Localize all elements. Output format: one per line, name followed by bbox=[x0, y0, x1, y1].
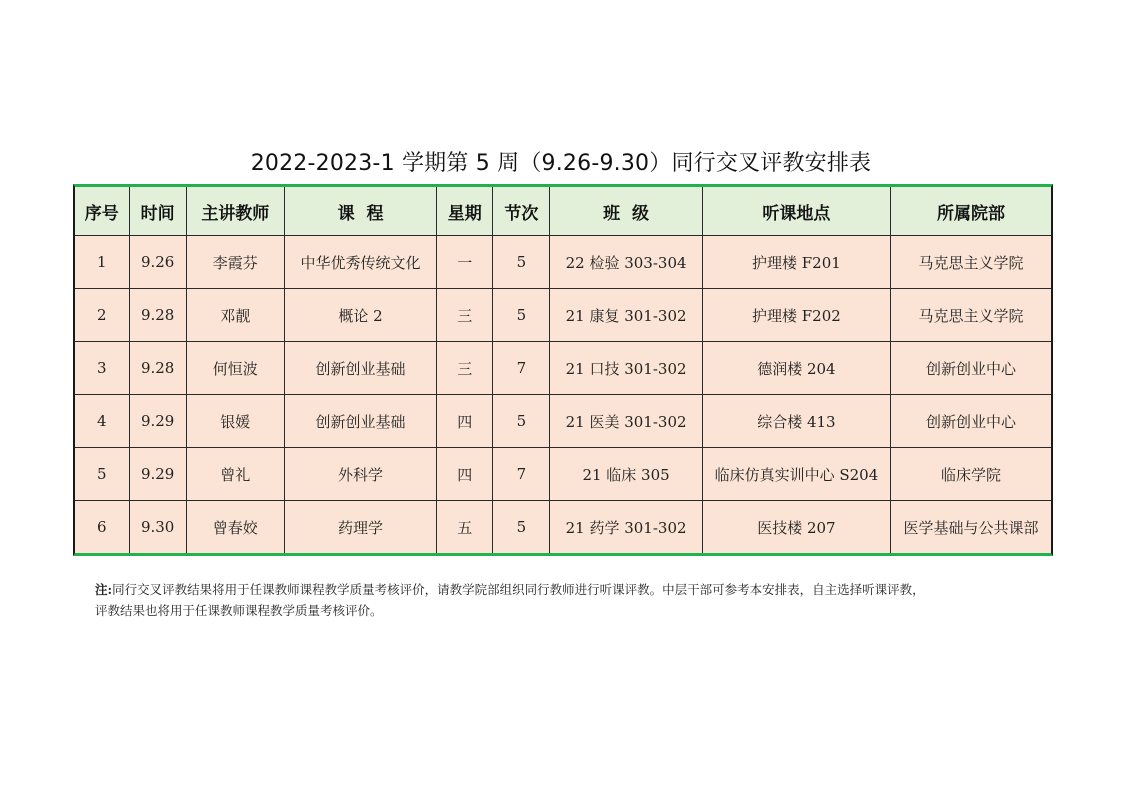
cell-index: 4 bbox=[75, 395, 129, 448]
cell-date: 9.28 bbox=[129, 342, 186, 395]
cell-course: 创新创业基础 bbox=[284, 395, 436, 448]
cell-teacher: 李霞芬 bbox=[186, 236, 284, 289]
cell-index: 1 bbox=[75, 236, 129, 289]
cell-course: 概论 2 bbox=[284, 289, 436, 342]
cell-weekday: 三 bbox=[437, 289, 493, 342]
cell-date: 9.30 bbox=[129, 501, 186, 554]
cell-department: 临床学院 bbox=[891, 448, 1051, 501]
cell-class: 21 口技 301-302 bbox=[550, 342, 702, 395]
column-header-teacher: 主讲教师 bbox=[186, 187, 284, 236]
cell-index: 6 bbox=[75, 501, 129, 554]
schedule-table bbox=[75, 187, 1051, 553]
cell-location: 综合楼 413 bbox=[702, 395, 890, 448]
column-header-department: 所属院部 bbox=[891, 187, 1051, 236]
column-header-index: 序号 bbox=[75, 187, 129, 236]
cell-weekday: 四 bbox=[437, 448, 493, 501]
cell-teacher: 曾礼 bbox=[186, 448, 284, 501]
column-header-date: 时间 bbox=[129, 187, 186, 236]
cell-course: 中华优秀传统文化 bbox=[284, 236, 436, 289]
cell-index: 5 bbox=[75, 448, 129, 501]
cell-period: 7 bbox=[493, 342, 550, 395]
cell-teacher: 曾春姣 bbox=[186, 501, 284, 554]
footnote-label: 注: bbox=[95, 582, 113, 597]
footnote-text-2: 评教结果也将用于任课教师课程教学质量考核评价。 bbox=[95, 603, 383, 618]
cell-class: 21 临床 305 bbox=[550, 448, 702, 501]
table-row bbox=[75, 236, 1051, 289]
cell-teacher: 何恒波 bbox=[186, 342, 284, 395]
cell-weekday: 四 bbox=[437, 395, 493, 448]
cell-course: 创新创业基础 bbox=[284, 342, 436, 395]
table-row bbox=[75, 448, 1051, 501]
footnote-text-1: 同行交叉评教结果将用于任课教师课程教学质量考核评价，请教学院部组织同行教师进行听课评教。中层干部可参考本安排表，自主选择听课评教， bbox=[112, 582, 925, 597]
footnote-line-2 bbox=[95, 600, 1035, 621]
cell-date: 9.28 bbox=[129, 289, 186, 342]
cell-teacher: 银媛 bbox=[186, 395, 284, 448]
cell-department: 马克思主义学院 bbox=[891, 236, 1051, 289]
cell-class: 22 检验 303-304 bbox=[550, 236, 702, 289]
cell-class: 21 康复 301-302 bbox=[550, 289, 702, 342]
cell-teacher: 邓靓 bbox=[186, 289, 284, 342]
column-header-weekday: 星期 bbox=[437, 187, 493, 236]
cell-location: 医技楼 207 bbox=[702, 501, 890, 554]
cell-department: 创新创业中心 bbox=[891, 342, 1051, 395]
cell-date: 9.29 bbox=[129, 448, 186, 501]
cell-course: 外科学 bbox=[284, 448, 436, 501]
cell-department: 创新创业中心 bbox=[891, 395, 1051, 448]
cell-location: 德润楼 204 bbox=[702, 342, 890, 395]
cell-location: 护理楼 F202 bbox=[702, 289, 890, 342]
footnote-line-1 bbox=[95, 579, 1035, 600]
column-header-period: 节次 bbox=[493, 187, 550, 236]
table-row bbox=[75, 342, 1051, 395]
cell-location: 临床仿真实训中心 S204 bbox=[702, 448, 890, 501]
cell-period: 5 bbox=[493, 395, 550, 448]
cell-date: 9.26 bbox=[129, 236, 186, 289]
cell-date: 9.29 bbox=[129, 395, 186, 448]
page-title: 2022-2023-1 学期第 5 周（9.26-9.30）同行交叉评教安排表 bbox=[250, 151, 872, 176]
footnote bbox=[95, 579, 1035, 621]
cell-class: 21 医美 301-302 bbox=[550, 395, 702, 448]
cell-weekday: 一 bbox=[437, 236, 493, 289]
cell-location: 护理楼 F201 bbox=[702, 236, 890, 289]
cell-weekday: 三 bbox=[437, 342, 493, 395]
cell-period: 5 bbox=[493, 501, 550, 554]
cell-department: 医学基础与公共课部 bbox=[891, 501, 1051, 554]
column-header-location: 听课地点 bbox=[702, 187, 890, 236]
cell-index: 2 bbox=[75, 289, 129, 342]
column-header-class: 班 级 bbox=[550, 187, 702, 236]
table-row bbox=[75, 501, 1051, 554]
cell-weekday: 五 bbox=[437, 501, 493, 554]
cell-period: 7 bbox=[493, 448, 550, 501]
table-header-row bbox=[75, 187, 1051, 236]
cell-period: 5 bbox=[493, 236, 550, 289]
cell-index: 3 bbox=[75, 342, 129, 395]
table-row bbox=[75, 395, 1051, 448]
cell-department: 马克思主义学院 bbox=[891, 289, 1051, 342]
cell-period: 5 bbox=[493, 289, 550, 342]
cell-class: 21 药学 301-302 bbox=[550, 501, 702, 554]
column-header-course: 课 程 bbox=[284, 187, 436, 236]
table-row bbox=[75, 289, 1051, 342]
schedule-table-frame bbox=[73, 184, 1053, 556]
cell-course: 药理学 bbox=[284, 501, 436, 554]
